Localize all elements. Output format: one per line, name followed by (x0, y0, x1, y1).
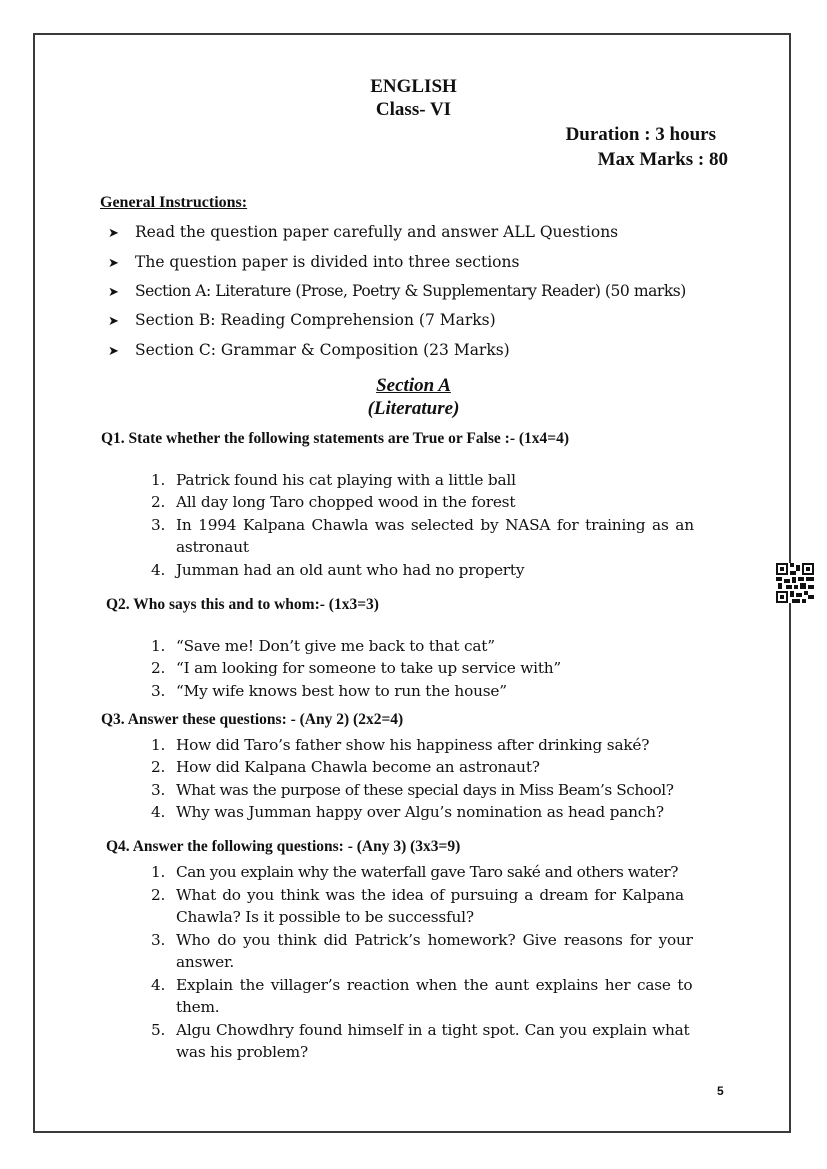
instruction-item: ➤ Read the question paper carefully and answer ALL Questions (108, 223, 619, 241)
question-heading-q2: Q2. Who says this and to whom:- (1x3=3) (106, 596, 379, 613)
qr-code-icon (776, 563, 814, 603)
question-heading-q3: Q3. Answer these questions: - (Any 2) (2x2=4) (101, 711, 404, 728)
list-item-continuation: answer. (176, 953, 235, 971)
list-item: 1. Can you explain why the waterfall gave Taro saké and others water? (151, 863, 678, 881)
list-item: 3. What was the purpose of these special days in Miss Beam’s School? (151, 781, 674, 799)
instruction-item: ➤ The question paper is divided into three sections (108, 253, 520, 271)
list-item: 1. “Save me! Don’t give me back to that cat” (151, 637, 495, 655)
duration: Duration : 3 hours (565, 124, 716, 145)
subject-title: ENGLISH (370, 76, 457, 97)
class-title: Class- VI (375, 99, 452, 120)
section-a-title: Section A (376, 375, 451, 396)
instruction-item: ➤ Section B: Reading Comprehension (7 Marks) (108, 311, 496, 329)
list-item-continuation: them. (176, 998, 220, 1016)
list-item: 2. “I am looking for someone to take up service with” (151, 659, 562, 677)
list-item: 4. Jumman had an old aunt who had no property (151, 561, 525, 579)
arrowhead-bullet-icon: ➤ (108, 226, 119, 241)
general-instructions-title: General Instructions: (100, 194, 248, 211)
list-item: 3. In 1994 Kalpana Chawla was selected by NASA for training as an (151, 516, 694, 534)
list-item: 3. Who do you think did Patrick’s homework? Give reasons for your (151, 931, 693, 949)
list-item: 4. Explain the villager’s reaction when the aunt explains her case to (151, 976, 693, 994)
list-item-continuation: was his problem? (176, 1043, 308, 1061)
list-item: 4. Why was Jumman happy over Algu’s nomination as head panch? (151, 803, 664, 821)
list-item: 3. “My wife knows best how to run the house” (151, 682, 507, 700)
list-item: 1. How did Taro’s father show his happiness after drinking saké? (151, 736, 650, 754)
arrowhead-bullet-icon: ➤ (108, 256, 119, 271)
list-item-continuation: astronaut (176, 538, 249, 556)
list-item: 2. All day long Taro chopped wood in the forest (151, 493, 516, 511)
list-item-continuation: Chawla? Is it possible to be successful? (176, 908, 474, 926)
instruction-item: ➤ Section C: Grammar & Composition (23 Marks) (108, 341, 510, 359)
list-item: 2. What do you think was the idea of pursuing a dream for Kalpana (151, 886, 684, 904)
list-item: 2. How did Kalpana Chawla become an astronaut? (151, 758, 540, 776)
arrowhead-bullet-icon: ➤ (108, 344, 119, 359)
max-marks: Max Marks : 80 (597, 149, 728, 170)
section-a-subtitle: (Literature) (367, 398, 460, 419)
page-number: 5 (717, 1084, 724, 1098)
list-item: 5. Algu Chowdhry found himself in a tight spot. Can you explain what (151, 1021, 690, 1039)
instruction-item: ➤ Section A: Literature (Prose, Poetry & Supplementary Reader) (50 marks) (108, 282, 686, 300)
arrowhead-bullet-icon: ➤ (108, 314, 119, 329)
list-item: 1. Patrick found his cat playing with a little ball (151, 471, 516, 489)
question-heading-q4: Q4. Answer the following questions: - (Any 3) (3x3=9) (106, 838, 461, 855)
arrowhead-bullet-icon: ➤ (108, 285, 119, 300)
question-heading-q1: Q1. State whether the following statements are True or False :- (1x4=4) (101, 430, 570, 447)
